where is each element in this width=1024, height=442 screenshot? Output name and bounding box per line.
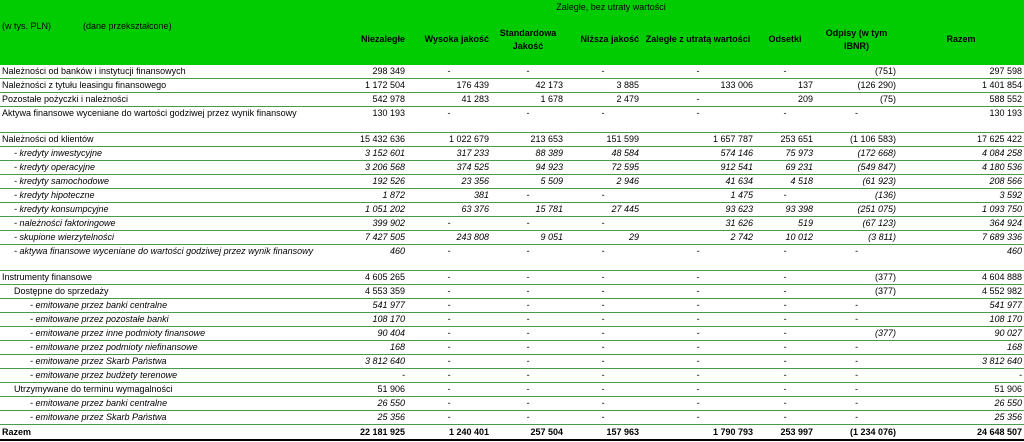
table-cell: - (491, 369, 565, 383)
row-label: - emitowane przez Skarb Państwa (0, 411, 343, 425)
table-cell: 108 170 (898, 313, 1024, 327)
table-row (0, 203, 1024, 217)
table-cell: - (641, 327, 755, 341)
table-cell: 542 978 (343, 93, 407, 107)
total-cell: 1 790 793 (641, 425, 755, 441)
table-cell: (3 811) (815, 231, 898, 245)
table-cell: 4 604 888 (898, 271, 1024, 285)
table-cell: (751) (815, 65, 898, 79)
table-cell: 364 924 (898, 217, 1024, 231)
table-cell: - (565, 285, 641, 299)
table-cell: - (815, 107, 898, 133)
table-row (0, 147, 1024, 161)
row-label: Dostępne do sprzedaży (0, 285, 343, 299)
table-cell: - (565, 217, 641, 231)
table-row (0, 107, 1024, 133)
table-row (0, 231, 1024, 245)
table-cell: 1 172 504 (343, 79, 407, 93)
row-label: Należności z tytułu leasingu finansowego (0, 79, 343, 93)
table-row (0, 299, 1024, 313)
table-row (0, 161, 1024, 175)
col-header-high-quality: Wysoka jakość (407, 14, 491, 65)
table-cell: 1 657 787 (641, 133, 755, 147)
table-cell: 4 605 265 (343, 271, 407, 285)
total-cell: 257 504 (491, 425, 565, 441)
table-cell: (172 668) (815, 147, 898, 161)
table-cell: - (815, 299, 898, 313)
table-cell: - (641, 383, 755, 397)
table-cell: 25 356 (343, 411, 407, 425)
table-cell: - (641, 411, 755, 425)
table-cell: 460 (898, 245, 1024, 271)
table-cell: - (755, 313, 815, 327)
table-cell: - (407, 285, 491, 299)
table-cell: - (815, 245, 898, 271)
table-cell: 72 595 (565, 161, 641, 175)
table-cell: - (491, 271, 565, 285)
table-cell: 4 553 359 (343, 285, 407, 299)
table-cell: - (565, 65, 641, 79)
group-spacer-left-2 (343, 0, 407, 14)
table-cell: (67 123) (815, 217, 898, 231)
col-header-interest: Odsetki (755, 14, 815, 65)
table-cell: (61 923) (815, 175, 898, 189)
table-cell: 213 653 (491, 133, 565, 147)
table-cell: 41 634 (641, 175, 755, 189)
total-row (0, 425, 1024, 441)
table-row (0, 327, 1024, 341)
table-body (0, 65, 1024, 425)
row-label: - kredyty operacyjne (0, 161, 343, 175)
table-cell: 1 678 (491, 93, 565, 107)
table-cell: - (565, 107, 641, 133)
total-cell: 22 181 925 (343, 425, 407, 441)
table-cell: 27 445 (565, 203, 641, 217)
table-cell: 2 479 (565, 93, 641, 107)
table-cell: 297 598 (898, 65, 1024, 79)
total-cell: 24 648 507 (898, 425, 1024, 441)
table-cell: - (407, 299, 491, 313)
table-cell: - (565, 369, 641, 383)
table-cell: - (565, 341, 641, 355)
table-cell: 374 525 (407, 161, 491, 175)
table-row (0, 411, 1024, 425)
table-cell: - (641, 245, 755, 271)
table-cell: 29 (565, 231, 641, 245)
table-cell: 26 550 (898, 397, 1024, 411)
row-label: - emitowane przez banki centralne (0, 397, 343, 411)
table-cell: 3 885 (565, 79, 641, 93)
table-cell: - (815, 313, 898, 327)
table-cell: - (565, 327, 641, 341)
table-row (0, 93, 1024, 107)
table-cell: 5 509 (491, 175, 565, 189)
table-cell: - (407, 217, 491, 231)
table-cell: 15 781 (491, 203, 565, 217)
table-cell: 4 084 258 (898, 147, 1024, 161)
table-cell: 912 541 (641, 161, 755, 175)
table-cell: - (641, 355, 755, 369)
col-header-total: Razem (898, 14, 1024, 65)
table-cell: 63 376 (407, 203, 491, 217)
table-cell: 15 432 636 (343, 133, 407, 147)
table-cell: - (407, 107, 491, 133)
table-cell: - (491, 397, 565, 411)
table-cell: 2 946 (565, 175, 641, 189)
row-label: - emitowane przez banki centralne (0, 299, 343, 313)
table-cell: 1 022 679 (407, 133, 491, 147)
table-cell: - (407, 341, 491, 355)
table-cell: - (755, 285, 815, 299)
table-cell: 3 812 640 (343, 355, 407, 369)
table-cell: 176 439 (407, 79, 491, 93)
table-cell: - (565, 189, 641, 203)
table-row (0, 313, 1024, 327)
group-spacer-right (815, 0, 898, 14)
table-cell: 1 475 (641, 189, 755, 203)
table-cell: - (641, 341, 755, 355)
col-header-standard-quality: Standardowa Jakość (491, 14, 565, 65)
total-cell: 253 997 (755, 425, 815, 441)
table-cell: 4 552 982 (898, 285, 1024, 299)
col-header-not-overdue: Niezaległe (343, 14, 407, 65)
table-cell: 1 051 202 (343, 203, 407, 217)
table-cell: - (491, 383, 565, 397)
col-header-allowances: Odpisy (w tym IBNR) (815, 14, 898, 65)
table-cell: 41 283 (407, 93, 491, 107)
table-cell: 541 977 (898, 299, 1024, 313)
table-cell: (75) (815, 93, 898, 107)
table-cell: - (755, 341, 815, 355)
col-header-impaired: Zaległe z utratą wartości (641, 14, 755, 65)
row-label: - emitowane przez pozostałe banki (0, 313, 343, 327)
table-cell: 93 398 (755, 203, 815, 217)
table-cell: 23 356 (407, 175, 491, 189)
table-cell: - (343, 369, 407, 383)
table-cell: (136) (815, 189, 898, 203)
table-cell: - (407, 313, 491, 327)
table-cell: - (755, 189, 815, 203)
group-spacer-left (0, 0, 343, 14)
table-cell: - (565, 245, 641, 271)
row-label: - kredyty inwestycyjne (0, 147, 343, 161)
table-cell: - (755, 327, 815, 341)
table-cell: - (755, 299, 815, 313)
unit-note: (w tys. PLN) (2, 21, 52, 31)
table-cell: 51 906 (343, 383, 407, 397)
table-row (0, 245, 1024, 271)
group-spacer-right-2 (898, 0, 1024, 14)
table-row (0, 133, 1024, 147)
table-cell: 42 173 (491, 79, 565, 93)
row-label: - kredyty samochodowe (0, 175, 343, 189)
row-label: Aktywa finansowe wyceniane do wartości godziwej przez wynik finansowy (0, 107, 343, 133)
table-cell: (377) (815, 327, 898, 341)
total-cell: 157 963 (565, 425, 641, 441)
table-cell: - (815, 411, 898, 425)
table-cell: 133 006 (641, 79, 755, 93)
row-label: - kredyty konsumpcyjne (0, 203, 343, 217)
table-cell: 130 193 (343, 107, 407, 133)
table-cell: 4 518 (755, 175, 815, 189)
table-cell: (126 290) (815, 79, 898, 93)
table-cell: 31 626 (641, 217, 755, 231)
table-cell: 4 180 536 (898, 161, 1024, 175)
table-cell: 93 623 (641, 203, 755, 217)
table-cell: (377) (815, 285, 898, 299)
table-cell: 168 (343, 341, 407, 355)
table-row (0, 79, 1024, 93)
table-cell: - (407, 411, 491, 425)
table-cell: - (407, 369, 491, 383)
table-cell: 381 (407, 189, 491, 203)
table-row (0, 383, 1024, 397)
table-cell: - (755, 271, 815, 285)
table-cell: 94 923 (491, 161, 565, 175)
table-cell: 51 906 (898, 383, 1024, 397)
table-row (0, 285, 1024, 299)
header-meta (0, 14, 343, 65)
column-header-row (0, 14, 1024, 65)
table-cell: - (491, 299, 565, 313)
table-cell: - (565, 313, 641, 327)
table-row (0, 369, 1024, 383)
group-header-row (0, 0, 1024, 14)
table-row (0, 217, 1024, 231)
row-label: - należności faktoringowe (0, 217, 343, 231)
table-cell: - (641, 299, 755, 313)
table-row (0, 341, 1024, 355)
table-cell: (1 106 583) (815, 133, 898, 147)
total-label: Razem (0, 425, 343, 441)
table-cell: - (565, 299, 641, 313)
table-cell: - (641, 271, 755, 285)
table-row (0, 175, 1024, 189)
table-cell: - (491, 189, 565, 203)
table-cell: - (407, 327, 491, 341)
table-cell: 137 (755, 79, 815, 93)
table-cell: - (815, 397, 898, 411)
table-cell: 48 584 (565, 147, 641, 161)
table-cell: 298 349 (343, 65, 407, 79)
table-cell: 168 (898, 341, 1024, 355)
row-label: - emitowane przez Skarb Państwa (0, 355, 343, 369)
row-label: - emitowane przez budżety terenowe (0, 369, 343, 383)
table-cell: 90 027 (898, 327, 1024, 341)
table-cell: 1 872 (343, 189, 407, 203)
table-cell: 108 170 (343, 313, 407, 327)
table-cell: - (491, 411, 565, 425)
table-cell: 151 599 (565, 133, 641, 147)
table-cell: - (491, 107, 565, 133)
table-cell: 2 742 (641, 231, 755, 245)
table-cell: (251 075) (815, 203, 898, 217)
table-cell: - (641, 285, 755, 299)
row-label: - aktywa finansowe wyceniane do wartości godziwej przez wynik finansowy (0, 245, 343, 271)
table-cell: 243 808 (407, 231, 491, 245)
table-cell: 88 389 (491, 147, 565, 161)
table-cell: 9 051 (491, 231, 565, 245)
table-cell: 17 625 422 (898, 133, 1024, 147)
table-cell: - (565, 411, 641, 425)
table-cell: - (898, 369, 1024, 383)
table-cell: - (407, 397, 491, 411)
table-cell: 588 552 (898, 93, 1024, 107)
table-cell: - (491, 285, 565, 299)
table-cell: 3 592 (898, 189, 1024, 203)
table-cell: 460 (343, 245, 407, 271)
table-cell: - (815, 341, 898, 355)
table-cell: 3 206 568 (343, 161, 407, 175)
table-cell: - (491, 327, 565, 341)
table-row (0, 397, 1024, 411)
table-cell: - (815, 383, 898, 397)
table-cell: - (755, 383, 815, 397)
restated-note: (dane przekształcone) (83, 21, 172, 31)
table-cell: - (641, 93, 755, 107)
table-cell: - (565, 355, 641, 369)
table-cell: - (565, 397, 641, 411)
table-row (0, 355, 1024, 369)
table-cell: 519 (755, 217, 815, 231)
table-cell: - (755, 65, 815, 79)
table-cell: 399 902 (343, 217, 407, 231)
table-cell: - (407, 355, 491, 369)
table-cell: 26 550 (343, 397, 407, 411)
table-cell: - (641, 369, 755, 383)
table-cell: 90 404 (343, 327, 407, 341)
table-cell: - (641, 107, 755, 133)
table-cell: - (755, 411, 815, 425)
table-cell: 574 146 (641, 147, 755, 161)
table-cell: - (815, 355, 898, 369)
table-cell: 1 401 854 (898, 79, 1024, 93)
row-label: - kredyty hipoteczne (0, 189, 343, 203)
table-cell: - (565, 383, 641, 397)
table-cell: - (407, 245, 491, 271)
table-cell: - (491, 245, 565, 271)
table-cell: 208 566 (898, 175, 1024, 189)
row-label: - emitowane przez inne podmioty finansowe (0, 327, 343, 341)
table-cell: 192 526 (343, 175, 407, 189)
col-header-lower-quality: Niższa jakość (565, 14, 641, 65)
total-cell: (1 234 076) (815, 425, 898, 441)
table-cell: 7 689 336 (898, 231, 1024, 245)
table-cell: 75 973 (755, 147, 815, 161)
table-cell: - (491, 355, 565, 369)
row-label: Należności od klientów (0, 133, 343, 147)
table-cell: 253 651 (755, 133, 815, 147)
table-cell: - (407, 383, 491, 397)
table-row (0, 189, 1024, 203)
table-cell: 130 193 (898, 107, 1024, 133)
table-cell: - (407, 65, 491, 79)
table-cell: (549 847) (815, 161, 898, 175)
table-row (0, 271, 1024, 285)
table-row (0, 65, 1024, 79)
table-cell: 1 093 750 (898, 203, 1024, 217)
table-cell: - (491, 341, 565, 355)
table-cell: - (641, 65, 755, 79)
total-cell: 1 240 401 (407, 425, 491, 441)
table-cell: - (755, 369, 815, 383)
row-label: Pozostałe pożyczki i należności (0, 93, 343, 107)
table-cell: 317 233 (407, 147, 491, 161)
table-cell: - (755, 355, 815, 369)
table-cell: 69 231 (755, 161, 815, 175)
group-header-overdue: Zaległe, bez utraty wartości (407, 0, 815, 14)
row-label: Należności od banków i instytucji finansowych (0, 65, 343, 79)
table-cell: - (565, 271, 641, 285)
row-label: - skupione wierzytelności (0, 231, 343, 245)
row-label: Instrumenty finansowe (0, 271, 343, 285)
table-cell: 541 977 (343, 299, 407, 313)
table-cell: - (755, 107, 815, 133)
table-cell: 3 812 640 (898, 355, 1024, 369)
table-cell: - (407, 271, 491, 285)
table-cell: - (641, 313, 755, 327)
table-cell: 209 (755, 93, 815, 107)
table-cell: - (491, 313, 565, 327)
table-cell: - (815, 369, 898, 383)
table-cell: - (755, 245, 815, 271)
table-cell: (377) (815, 271, 898, 285)
table-cell: - (755, 397, 815, 411)
table-cell: - (491, 65, 565, 79)
row-label: Utrzymywane do terminu wymagalności (0, 383, 343, 397)
table-cell: 10 012 (755, 231, 815, 245)
table-cell: 3 152 601 (343, 147, 407, 161)
table-cell: 7 427 505 (343, 231, 407, 245)
table-cell: 25 356 (898, 411, 1024, 425)
row-label: - emitowane przez podmioty niefinansowe (0, 341, 343, 355)
table-cell: - (491, 217, 565, 231)
table-cell: - (641, 397, 755, 411)
